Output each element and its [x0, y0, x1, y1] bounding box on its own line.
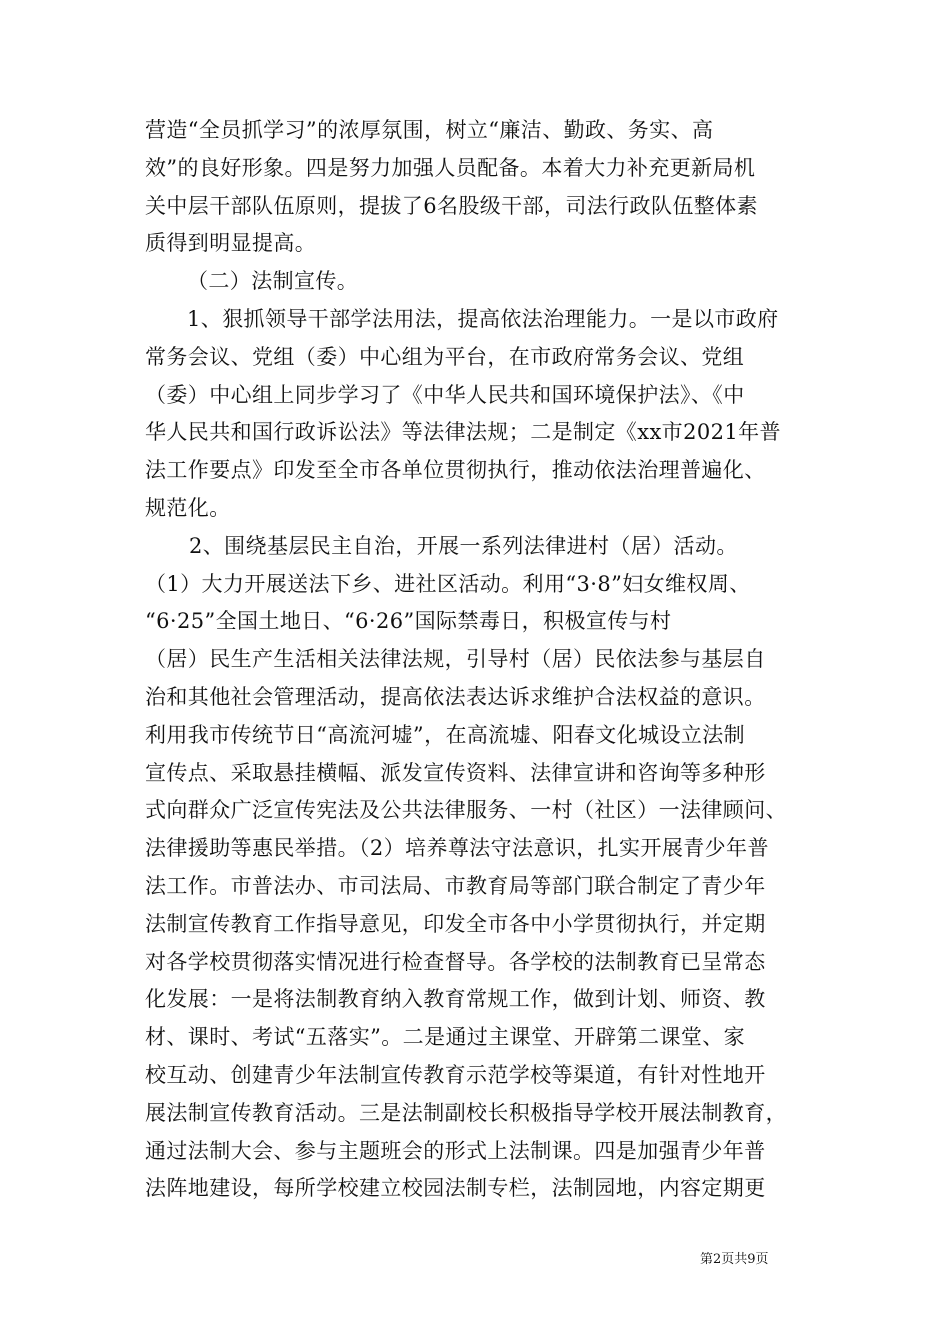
- text-line: 规范化。: [145, 495, 231, 520]
- text-line: “6·25”全国土地日、“6·26”国际禁毒日，积极宣传与村: [145, 609, 672, 634]
- text-line: 质得到明显提高。: [145, 231, 317, 256]
- text-line: 法制宣传教育工作指导意见，印发全市各中小学贯彻执行，并定期: [145, 911, 766, 936]
- text-line: 法律援助等惠民举措。（2）培养尊法守法意识，扎实开展青少年普: [145, 836, 769, 861]
- page-number: 第2页共9页: [700, 1252, 769, 1267]
- text-line: 展法制宣传教育活动。三是法制副校长积极指导学校开展法制教育，: [145, 1100, 787, 1125]
- text-line: 治和其他社会管理活动，提高依法表达诉求维护合法权益的意识。: [145, 684, 766, 709]
- text-line: 利用我市传统节日“高流河墟”，在高流墟、阳春文化城设立法制: [145, 722, 746, 747]
- text-line: 华人民共和国行政诉讼法》等法律法规；二是制定《xx市2021年普: [145, 420, 781, 445]
- text-line: 化发展：一是将法制教育纳入教育常规工作，做到计划、师资、教: [145, 987, 766, 1012]
- text-line: 宣传点、采取悬挂横幅、派发宣传资料、法律宣讲和咨询等多种形: [145, 760, 766, 785]
- text-line: 1、狠抓领导干部学法用法，提高依法治理能力。一是以市政府: [187, 306, 779, 331]
- text-line: （居）民生产生活相关法律法规，引导村（居）民依法参与基层自: [145, 647, 766, 672]
- text-line: 法工作。市普法办、市司法局、市教育局等部门联合制定了青少年: [145, 873, 766, 898]
- text-line: 常务会议、党组（委）中心组为平台，在市政府常务会议、党组: [145, 344, 745, 369]
- text-line: 法工作要点》印发至全市各单位贯彻执行，推动依法治理普遍化、: [145, 458, 766, 483]
- text-line: 营造“全员抓学习”的浓厚氛围，树立“廉洁、勤政、务实、高: [145, 118, 714, 142]
- text-line: （1）大力开展送法下乡、进社区活动。利用“3·8”妇女维权周、: [145, 571, 751, 596]
- body-text: [145, 112, 805, 1208]
- text-line: 通过法制大会、参与主题班会的形式上法制课。四是加强青少年普: [145, 1138, 766, 1163]
- text-line: 材、课时、考试“五落实”。二是通过主课堂、开辟第二课堂、家: [145, 1025, 746, 1050]
- text-line: 关中层干部队伍原则，提拔了6名股级干部，司法行政队伍整体素: [145, 193, 758, 218]
- section-heading: （二）法制宣传。: [187, 269, 359, 294]
- text-line: （委）中心组上同步学习了《中华人民共和国环境保护法》、《中: [145, 382, 745, 407]
- text-line: 校互动、创建青少年法制宣传教育示范学校等渠道，有针对性地开: [145, 1062, 766, 1087]
- text-line: 2、围绕基层民主自治，开展一系列法律进村（居）活动。: [189, 533, 738, 558]
- text-line: 法阵地建设，每所学校建立校园法制专栏，法制园地，内容定期更: [145, 1176, 766, 1201]
- text-line: 式向群众广泛宣传宪法及公共法律服务、一村（社区）一法律顾问、: [145, 798, 787, 823]
- text-line: 效”的良好形象。四是努力加强人员配备。本着大力补充更新局机: [145, 155, 756, 180]
- text-line: 对各学校贯彻落实情况进行检查督导。各学校的法制教育已呈常态: [145, 949, 766, 974]
